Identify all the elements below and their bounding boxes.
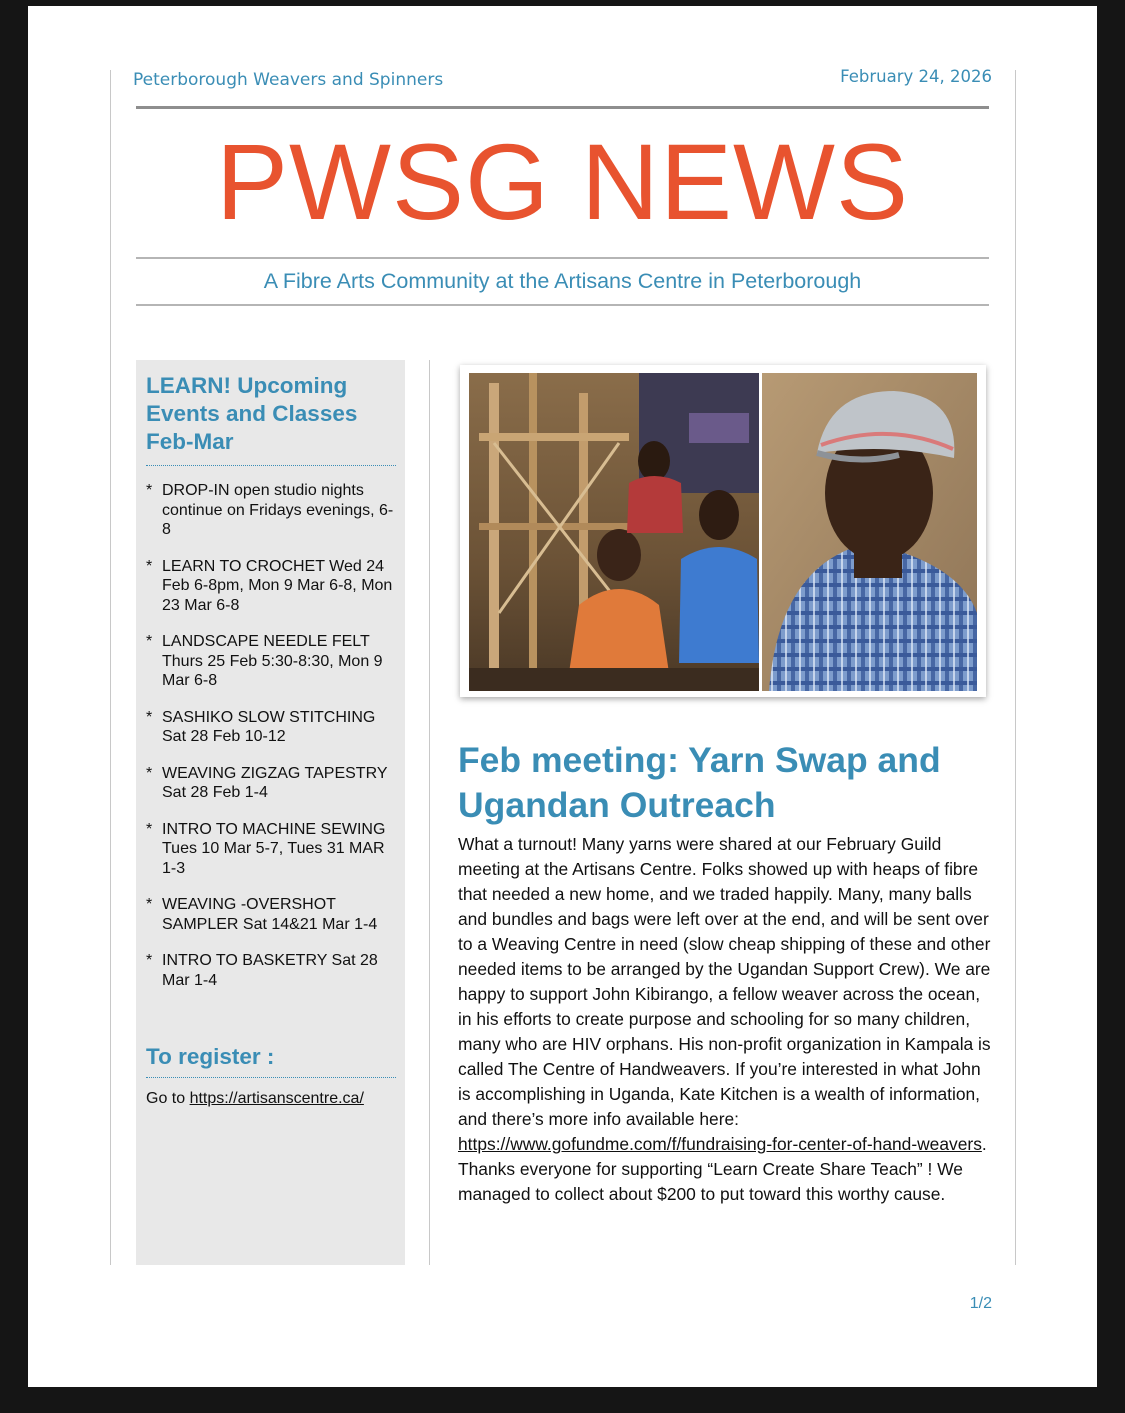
artisans-centre-link[interactable]: https://artisanscentre.ca/ <box>189 1090 364 1107</box>
bullet-marker: * <box>146 482 153 499</box>
events-sidebar <box>136 360 405 1265</box>
tagline-divider-top <box>136 257 989 259</box>
page-number: 1/2 <box>969 1295 992 1312</box>
org-name: Peterborough Weavers and Spinners <box>133 70 444 90</box>
bullet-marker: * <box>146 896 153 913</box>
event-item <box>146 951 398 990</box>
tagline-divider-bottom <box>136 304 989 306</box>
bullet-marker: * <box>146 764 153 782</box>
article-body-closing: . Thanks everyone for supporting “Learn Create Share Teach” ! We managed to collect about $200 to put toward this worthy cause. <box>458 1134 987 1204</box>
tagline: A Fibre Arts Community at the Artisans Centre in Peterborough <box>263 269 862 293</box>
article-title: Feb meeting: Yarn Swap and Ugandan Outreach <box>458 740 941 825</box>
gofundme-link[interactable]: https://www.gofundme.com/f/fundraising-for-center-of-hand-weavers <box>458 1134 982 1154</box>
event-text: DROP-IN open studio nights continue on Fridays evenings, 6-8 <box>162 482 394 538</box>
event-text: LEARN TO CROCHET Wed 24 Feb 6-8pm, Mon 9 Mar 6-8, Mon 23 Mar 6-8 <box>162 557 393 614</box>
register-heading: To register : <box>146 1044 275 1069</box>
bullet-marker: * <box>146 820 153 838</box>
article-body-text: What a turnout! Many yarns were shared at our February Guild meeting at the Artisans Centre. Folks showed up with heaps of fibre that needed a new home, and we traded happily. Many, many balls and bundles and bags were left over at the end, and will be sent over to a Weaving Centre in need (slow cheap shipping of these and other needed items to be arranged by the Ugandan Support Crew). We are happy to support John Kibirango, a fellow weaver across the ocean, in his efforts to create purpose and schooling for so many children, many who are HIV orphans. His non-profit organization in Kampala is called The Centre of Handweavers. If you’re interested in what John is accomplishing in Uganda, Kate Kitchen is a wealth of information, and there’s more info available here: <box>458 834 991 1129</box>
weavers-photo-collage <box>469 373 977 691</box>
bullet-marker: * <box>146 557 153 575</box>
event-item <box>146 820 398 879</box>
bullet-marker: * <box>146 708 153 726</box>
bullet-marker: * <box>146 633 153 650</box>
event-item <box>146 632 398 691</box>
newsletter-page <box>28 6 1097 1387</box>
photo-right-panel <box>762 373 977 691</box>
event-text: SASHIKO SLOW STITCHING Sat 28 Feb 10-12 <box>162 708 376 745</box>
left-margin-rule <box>110 70 111 1265</box>
event-item <box>146 895 398 934</box>
register-prefix: Go to <box>146 1090 190 1107</box>
header-divider <box>136 106 989 109</box>
sidebar-divider <box>146 465 396 466</box>
article-photo <box>460 365 986 697</box>
event-text: INTRO TO BASKETRY Sat 28 Mar 1-4 <box>162 952 378 989</box>
event-text: WEAVING -OVERSHOT SAMPLER Sat 14&21 Mar 1-4 <box>162 896 378 933</box>
event-item <box>146 481 398 540</box>
column-divider <box>429 360 430 1265</box>
issue-date: February 24, 2026 <box>840 67 992 86</box>
register-divider <box>146 1077 396 1078</box>
masthead-title: PWSG NEWS <box>215 121 910 242</box>
event-text: WEAVING ZIGZAG TAPESTRY Sat 28 Feb 1-4 <box>162 764 388 801</box>
photo-left-panel <box>469 373 759 691</box>
events-list <box>146 481 398 1007</box>
event-item <box>146 764 398 803</box>
event-item <box>146 557 398 616</box>
register-line <box>146 1090 364 1108</box>
event-text: LANDSCAPE NEEDLE FELT Thurs 25 Feb 5:30-8:30, Mon 9 Mar 6-8 <box>162 633 383 689</box>
bullet-marker: * <box>146 952 153 969</box>
sidebar-title: LEARN! Upcoming Events and Classes Feb-Mar <box>146 373 358 454</box>
right-margin-rule <box>1015 70 1016 1265</box>
article-body <box>458 832 998 1207</box>
event-item <box>146 708 398 747</box>
event-text: INTRO TO MACHINE SEWING Tues 10 Mar 5-7, Tues 31 MAR 1-3 <box>162 820 386 877</box>
